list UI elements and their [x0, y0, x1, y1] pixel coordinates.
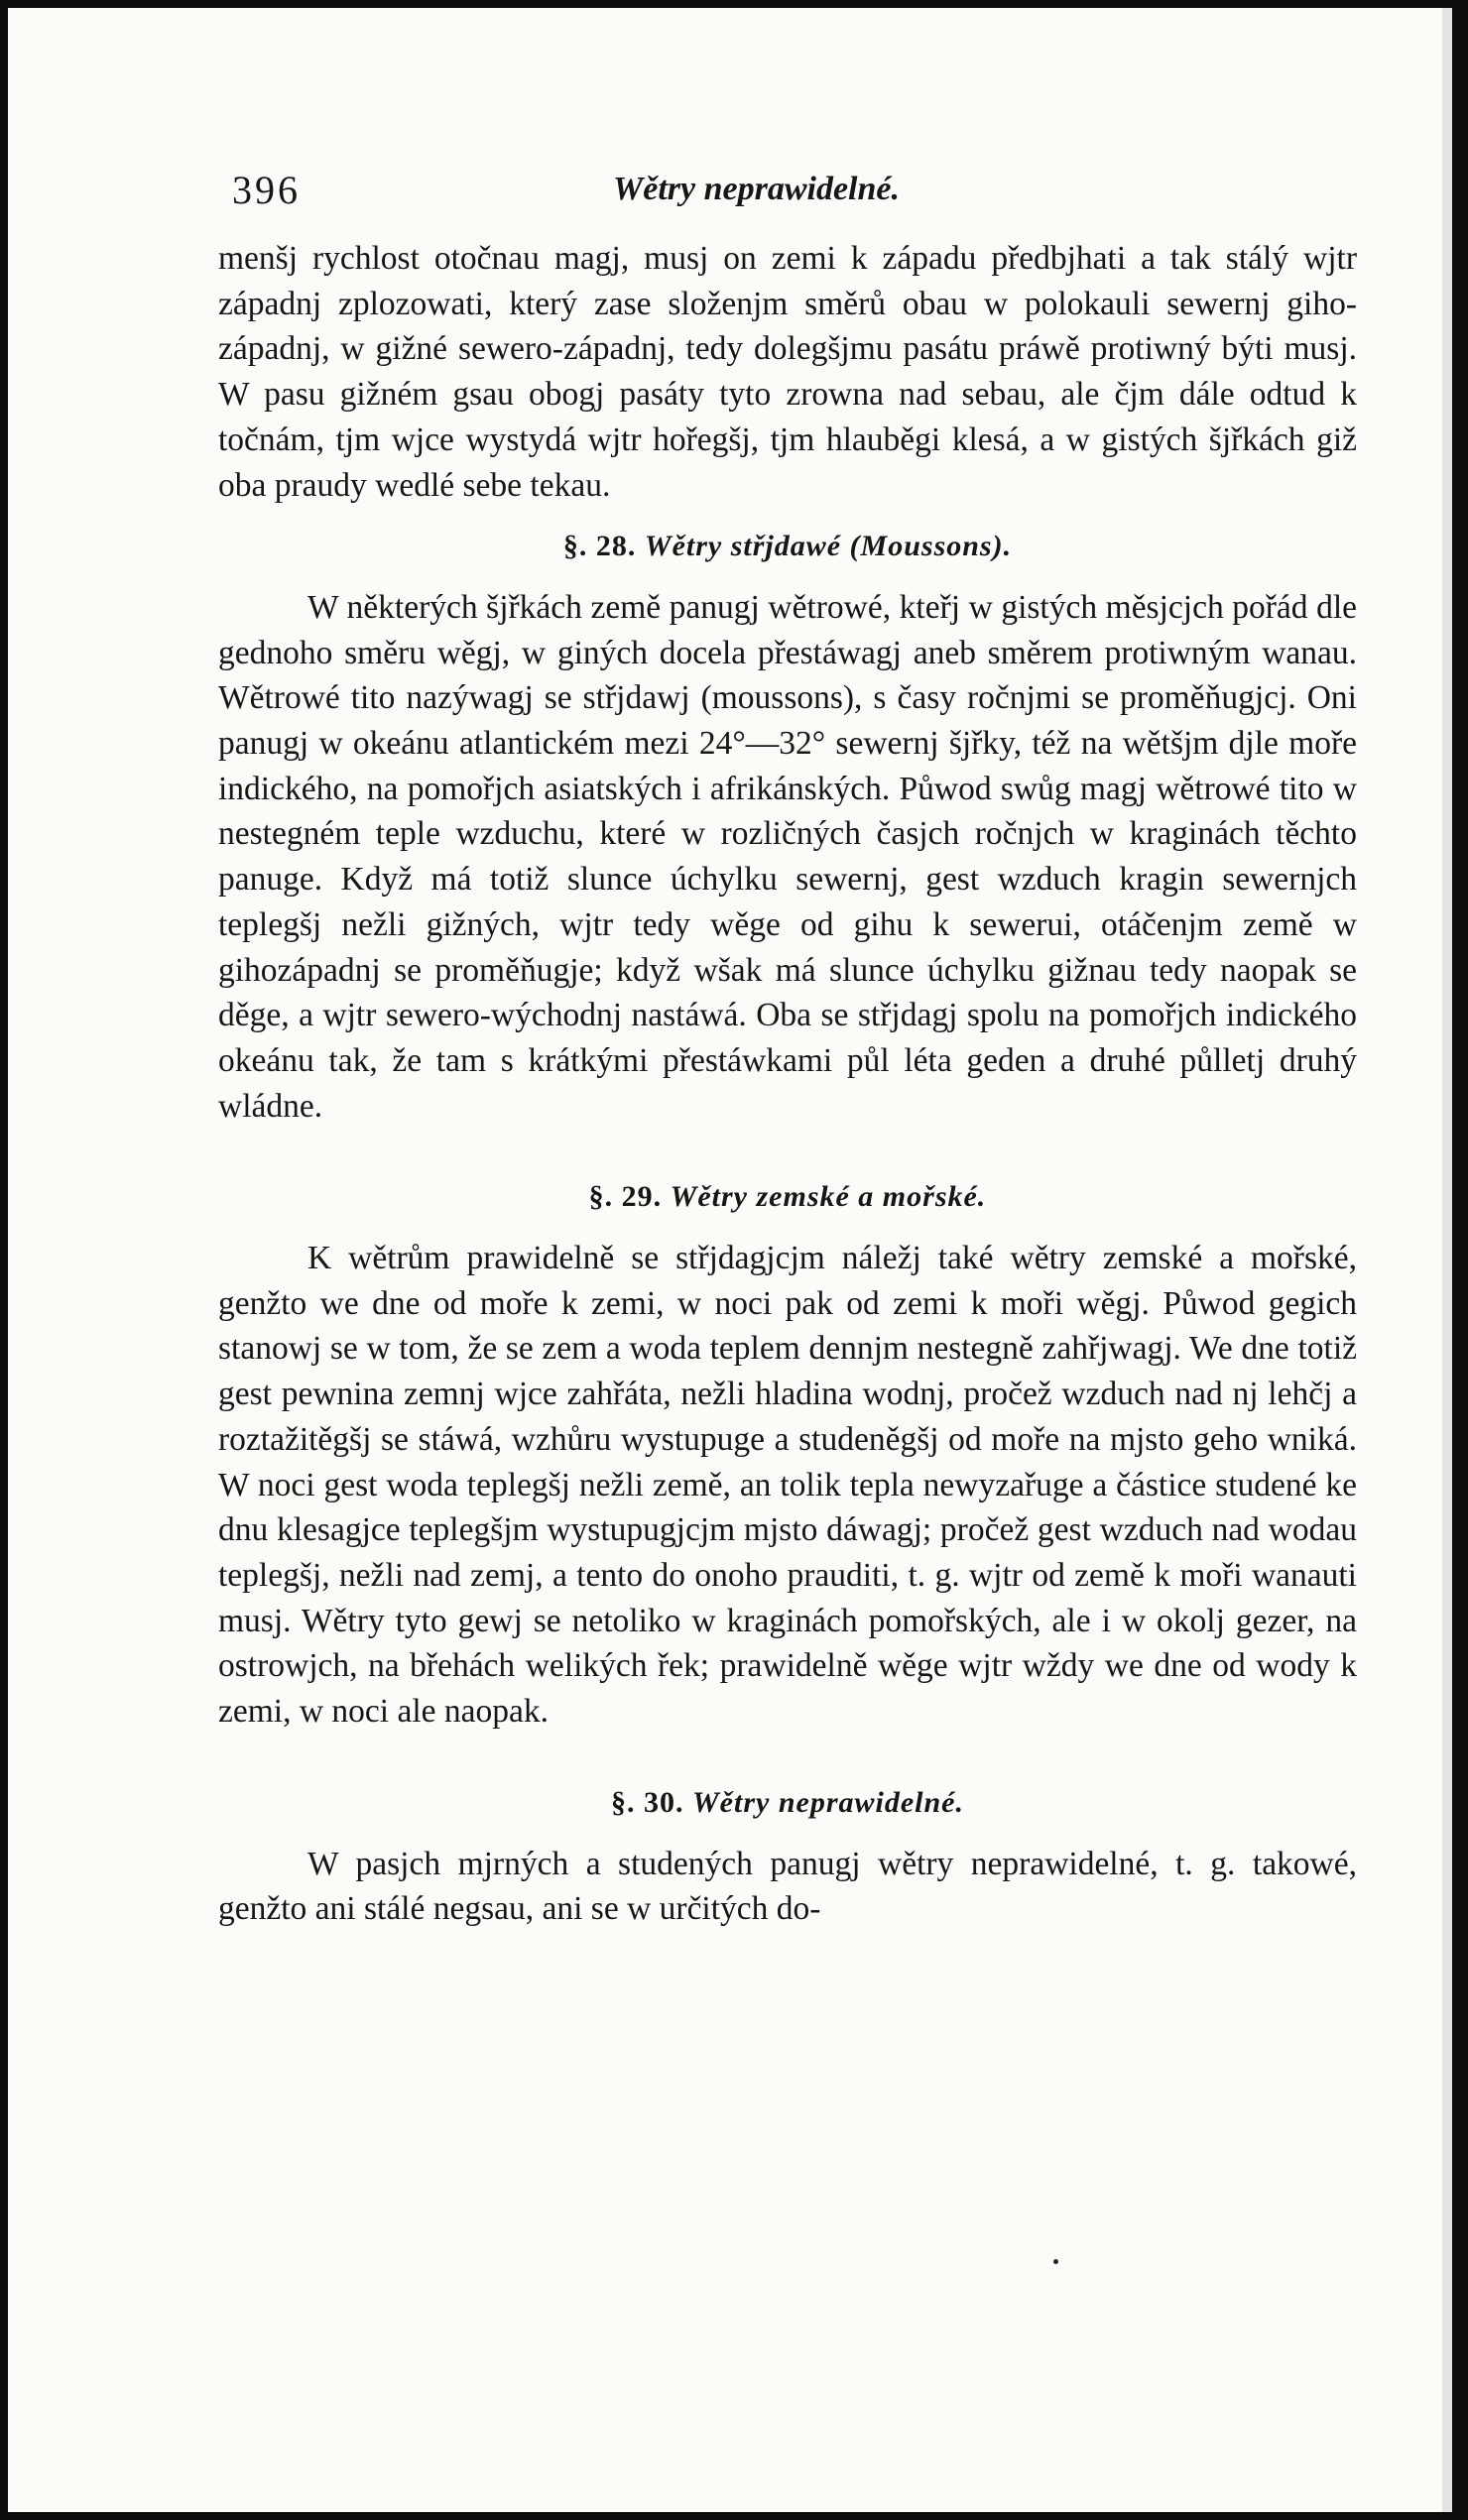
book-page [8, 8, 1452, 2512]
ink-dot [1053, 2259, 1058, 2264]
section-heading-29 [218, 1174, 1357, 1220]
page-header [218, 167, 1357, 226]
section-number: §. 30. [611, 1785, 684, 1819]
section-title: Wětry neprawidelné. [692, 1785, 964, 1819]
section-title: Wětry střjdawé (Moussons). [644, 530, 1013, 563]
page-body [218, 236, 1357, 1932]
section-text-30: W pasjch mjrných a studených panugj wětry neprawidelné, t. g. takowé, genžto ani stálé negsau, ani se w určitých do- [218, 1845, 1357, 1928]
paragraph-continuation: menšj rychlost otočnau magj, musj on zemi k západu předbjhati a tak stálý wjtr západnj zplozowati, který zase složenjm směrů obau w polokauli sewernj giho-západnj, w gižné sewero-západnj, tedy dolegšjmu pasátu práwě protiwný býti musj. W pasu gižném gsau obogj pasáty tyto zrowna nad sebau, ale čjm dále odtud k točnám, tjm wjce wystydá wjtr hořegšj, tjm hlauběgi klesá, a w gistých šjřkách giž oba praudy wedlé sebe tekau. [218, 240, 1357, 504]
section-heading-28 [218, 524, 1357, 569]
section-text-28: W některých šjřkách země panugj wětrowé, kteřj w gistých měsjcjch pořád dle gednoho směru wěgj, w giných docela přestáwagj aneb směrem protiwným wanau. Wětrowé tito nazýwagj se střjdawj (moussons), s časy ročnjmi se proměňugjcj. Oni panugj w okeánu atlantickém mezi 24°—32° sewernj šjřky, též na wětšjm djle moře indického, na pomořjch asiatských i afrikánských. Půwod swůg magj wětrowé tito w nestegném teple wzduchu, které w rozličných časjch ročnjch w kraginách těchto panuge. Když má totiž slunce úchylku sewernj, gest wzduch kragin sewernjch teplegšj nežli gižných, wjtr tedy wěge od gihu k sewerui, otáčenjm země w gihozápadnj se proměňugje; když wšak má slunce úchylku gižnau tedy naopak se děge, a wjtr sewero-wýchodnj nastáwá. Oba se střjdagj spolu na pomořjch indického okeánu tak, že tam s krátkými přestáwkami půl léta geden a druhé půlletj druhý wládne. [218, 588, 1357, 1125]
section-number: §. 29. [588, 1180, 663, 1214]
section-heading-30 [218, 1780, 1357, 1826]
section-number: §. 28. [562, 530, 637, 563]
section-title: Wětry zemské a mořské. [670, 1180, 987, 1214]
running-title: Wětry neprawidelné. [613, 171, 900, 207]
section-text-29: K wětrům prawidelně se střjdagjcjm náležj také wětry zemské a mořské, genžto we dne od moře k zemi, w noci pak od zemi k moři wěgj. Půwod gegich stanowj se w tom, že se zem a woda teplem dennjm nestegně zahřjwagj. We dne totiž gest pewnina zemnj wjce zahřáta, nežli hladina wodnj, pročež wzduch nad nj lehčj a roztažitěgšj se stáwá, wzhůru wystupuge a studeněgšj od moře na mjsto geho wniká. W noci gest woda teplegšj nežli země, an tolik tepla newyzařuge a částice studené ke dnu klesagjce teplegšjm wystupugjcjm mjsto dáwagj; pročež gest wzduch nad wodau teplegšj, nežli nad zemj, a tento do onoho prauditi, t. g. wjtr od země k moři wanauti musj. Wětry tyto gewj se netoliko w kraginách pomořských, ale i w okolj gezer, na ostrowjch, na břehách welikých řek; prawidelně wěge wjtr wždy we dne od wody k zemi, w noci ale naopak. [218, 1240, 1357, 1731]
page-number: 396 [232, 168, 301, 212]
page-edge [1442, 8, 1452, 2512]
